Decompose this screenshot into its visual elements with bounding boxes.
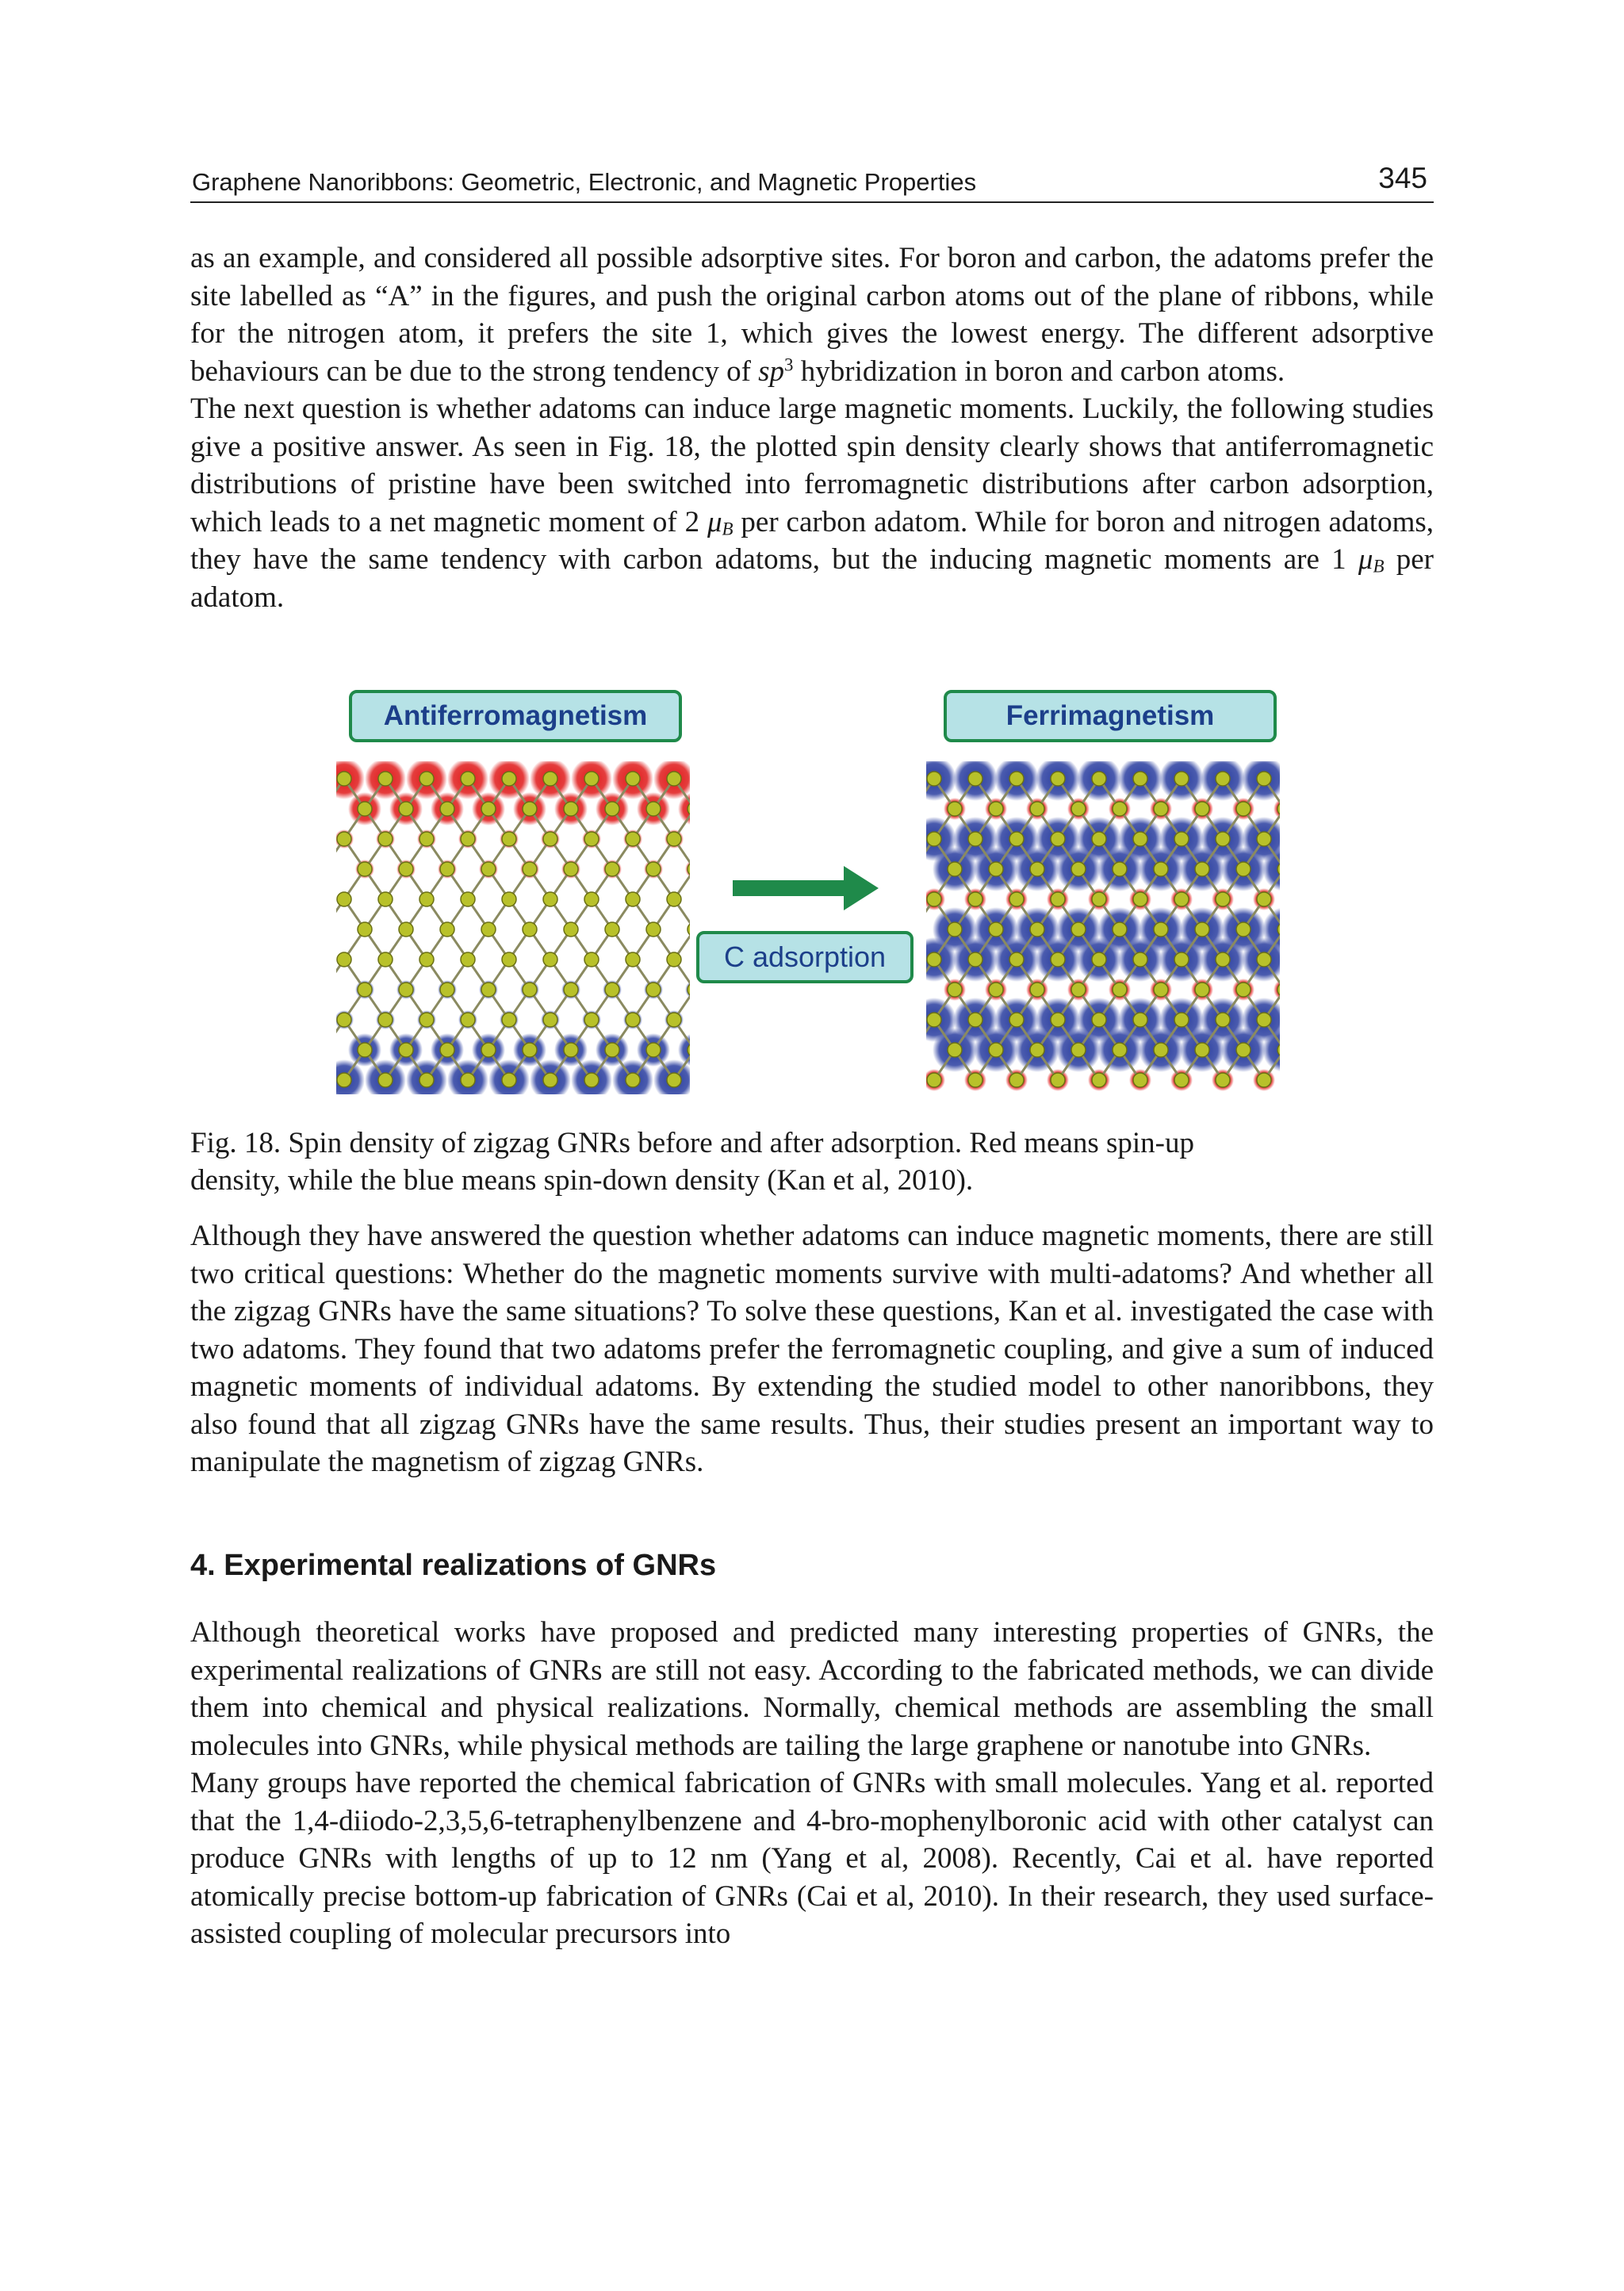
spin-density-panel-before — [336, 761, 690, 1094]
figure-18 — [317, 690, 1316, 1102]
ferrimagnetic-lattice-image — [926, 761, 1280, 1094]
label-c-adsorption: C adsorption — [696, 931, 914, 983]
body-text-middle — [190, 1217, 1434, 1481]
caption-line-1: Fig. 18. Spin density of zigzag GNRs before and after adsorption. Red means spin-up — [190, 1127, 1194, 1159]
body-text-bottom — [190, 1614, 1434, 1953]
right-arrow-icon — [733, 864, 883, 912]
figure-caption — [190, 1124, 1434, 1199]
running-title: Graphene Nanoribbons: Geometric, Electronic, and Magnetic Properties — [192, 168, 977, 196]
page-number: 345 — [1378, 162, 1427, 194]
body-text-top — [190, 239, 1434, 616]
label-ferrimagnetism: Ferrimagnetism — [944, 690, 1277, 742]
caption-line-2: density, while the blue means spin-down density (Kan et al, 2010). — [190, 1164, 974, 1197]
running-header — [190, 163, 1434, 203]
section-heading: 4. Experimental realizations of GNRs — [190, 1549, 717, 1582]
paragraph-adsorptive-sites: as an example, and considered all possible adsorptive sites. For boron and carbon, the adatoms prefer the site labelled as “A” in the figures, and push the original carbon atoms out of the plane of ribbons, while for the nitrogen atom, it prefers the site 1, which gives the lowest energy. The different adsorptive behaviours can be due to the strong tendency of $sp^3$ hybridization in boron and carbon atoms. — [190, 242, 1434, 388]
paragraph-multi-adatoms: Although they have answered the question whether adatoms can induce magnetic moments, there are still two critical questions: Whether do the magnetic moments survive with multi-adatoms? And whether all the zigzag GNRs have the same situations? To solve these questions, Kan et al. investigated the case with two adatoms. They found that two adatoms prefer the ferromagnetic coupling, and give a sum of induced magnetic moments of individual adatoms. By extending the studied model to other nanoribbons, they also found that all zigzag GNRs have the same results. Thus, their studies present an important way to manipulate the magnetism of zigzag GNRs. — [190, 1220, 1434, 1478]
paragraph-chemical-fabrication: Many groups have reported the chemical fabrication of GNRs with small molecules. Yang et al. reported that the 1,4-diiodo-2,3,5,6-tetraphenylbenzene and 4-bro-mophenylboronic acid with other catalyst can produce GNRs with lengths of up to 12 nm (Yang et al, 2008). Recently, Cai et al. have reported atomically precise bottom-up fabrication of GNRs (Cai et al, 2010). In their research, they used surface-assisted coupling of molecular precursors into — [190, 1767, 1434, 1950]
paragraph-magnetic-moments: The next question is whether adatoms can induce large magnetic moments. Luckily, the following studies give a positive answer. As seen in Fig. 18, the plotted spin density clearly shows that antiferromagnetic distributions of pristine have been switched into ferromagnetic distributions after carbon adsorption, which leads to a net magnetic moment of 2 $\mu_B$ per carbon adatom. While for boron and nitrogen adatoms, they have the same tendency with carbon adatoms, but the inducing magnetic moments are 1 $\mu_B$ per adatom. — [190, 393, 1434, 614]
label-antiferromagnetism: Antiferromagnetism — [349, 690, 682, 742]
spin-density-panel-after — [926, 761, 1280, 1094]
paragraph-experimental-intro: Although theoretical works have proposed and predicted many interesting properties of GNRs, the experimental realizations of GNRs are still not easy. According to the fabricated methods, we can divide them into chemical and physical realizations. Normally, chemical methods are assembling the small molecules into GNRs, while physical methods are tailing the large graphene or nanotube into GNRs. — [190, 1616, 1434, 1762]
antiferromagnetic-lattice-image — [336, 761, 690, 1094]
